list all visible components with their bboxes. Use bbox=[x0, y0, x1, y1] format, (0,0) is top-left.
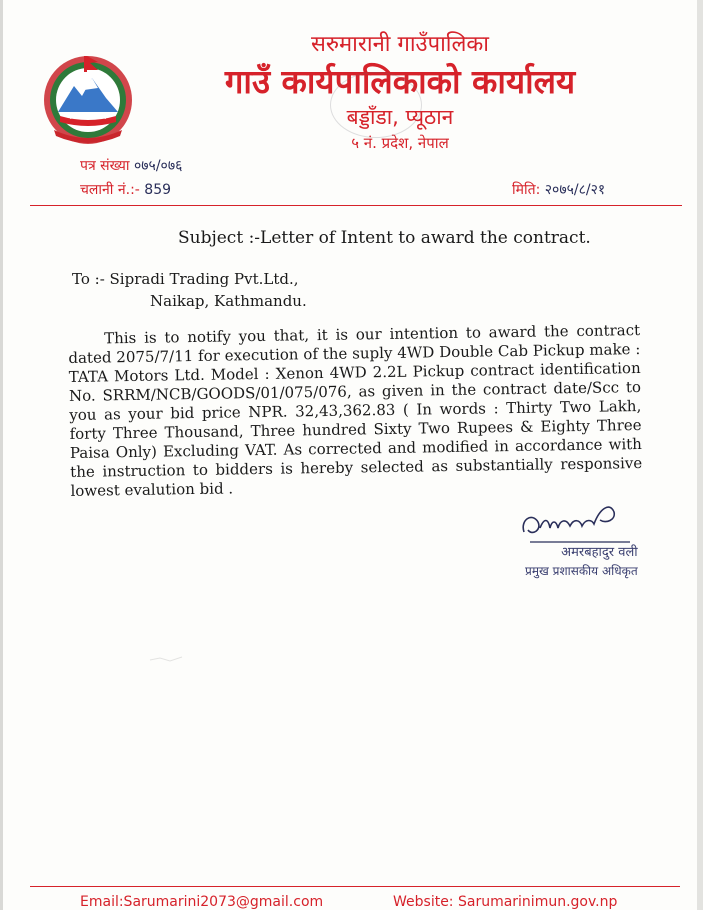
signature-icon bbox=[516, 498, 636, 548]
date-label: मिति: bbox=[512, 182, 541, 198]
letter-number bbox=[80, 156, 182, 175]
signatory-title: प्रमुख प्रशासकीय अधिकृत bbox=[525, 564, 638, 578]
letter-number-label: पत्र संख्या bbox=[80, 158, 130, 174]
nepal-emblem-icon bbox=[40, 50, 136, 146]
date-value: २०७५/८/२१ bbox=[544, 182, 606, 198]
signatory-block bbox=[525, 544, 638, 580]
dispatch-number bbox=[80, 180, 171, 199]
province: ५ नं. प्रदेश, नेपाल bbox=[351, 134, 449, 152]
municipality-name: सरुमारानी गाउँपालिका bbox=[310, 32, 490, 57]
footer-email: Email:Sarumarini2073@gmail.com bbox=[80, 894, 324, 910]
faint-stamp bbox=[330, 72, 422, 138]
letter-subject: Subject :-Letter of Intent to award the contract. bbox=[178, 228, 591, 248]
office-name: गाउँ कार्यपालिकाको कार्यालय bbox=[224, 62, 576, 101]
letter-date bbox=[512, 180, 605, 199]
dispatch-number-value: 859 bbox=[144, 182, 172, 198]
office-address: बड्डाँडा, प्यूठान bbox=[346, 105, 454, 129]
footer-website: Website: Sarumarinimun.gov.np bbox=[393, 894, 618, 910]
signatory-name: अमरबहादुर वली bbox=[561, 545, 638, 560]
recipient-address: Naikap, Kathmandu. bbox=[150, 292, 307, 310]
dispatch-number-label: चलानी नं.:- bbox=[80, 182, 140, 198]
scan-smudge bbox=[148, 652, 188, 666]
header-divider bbox=[30, 205, 682, 206]
page-edge-left bbox=[0, 0, 3, 910]
recipient-name: To :- Sipradi Trading Pvt.Ltd., bbox=[72, 270, 299, 288]
page-edge-right bbox=[697, 0, 703, 910]
letter-number-value: ०७५/०७६ bbox=[133, 158, 183, 174]
recipient-block bbox=[72, 268, 307, 312]
footer-divider bbox=[30, 886, 680, 887]
letter-body: This is to notify you that, it is our intention to award the contract dated 2075/7/11 for execution of the suply 4WD Double Cab Pickup make : TATA Motors Ltd. Model : Xenon 4WD 2.2L Pickup contract identification No. SRRM/NCB/GOODS/01/075/076, as given in the contract date/Scc to you as your bid price NPR. 32,43,362.83 ( In words : Thirty Two Lakh, forty Three Thousand, Three hundred Sixty Two Rupees & Eighty Three Paisa Only) Excluding VAT. As corrected and modified in accordance with the instruction to bidders is hereby selected as substantially responsive lowest evalution bid . bbox=[68, 321, 643, 500]
